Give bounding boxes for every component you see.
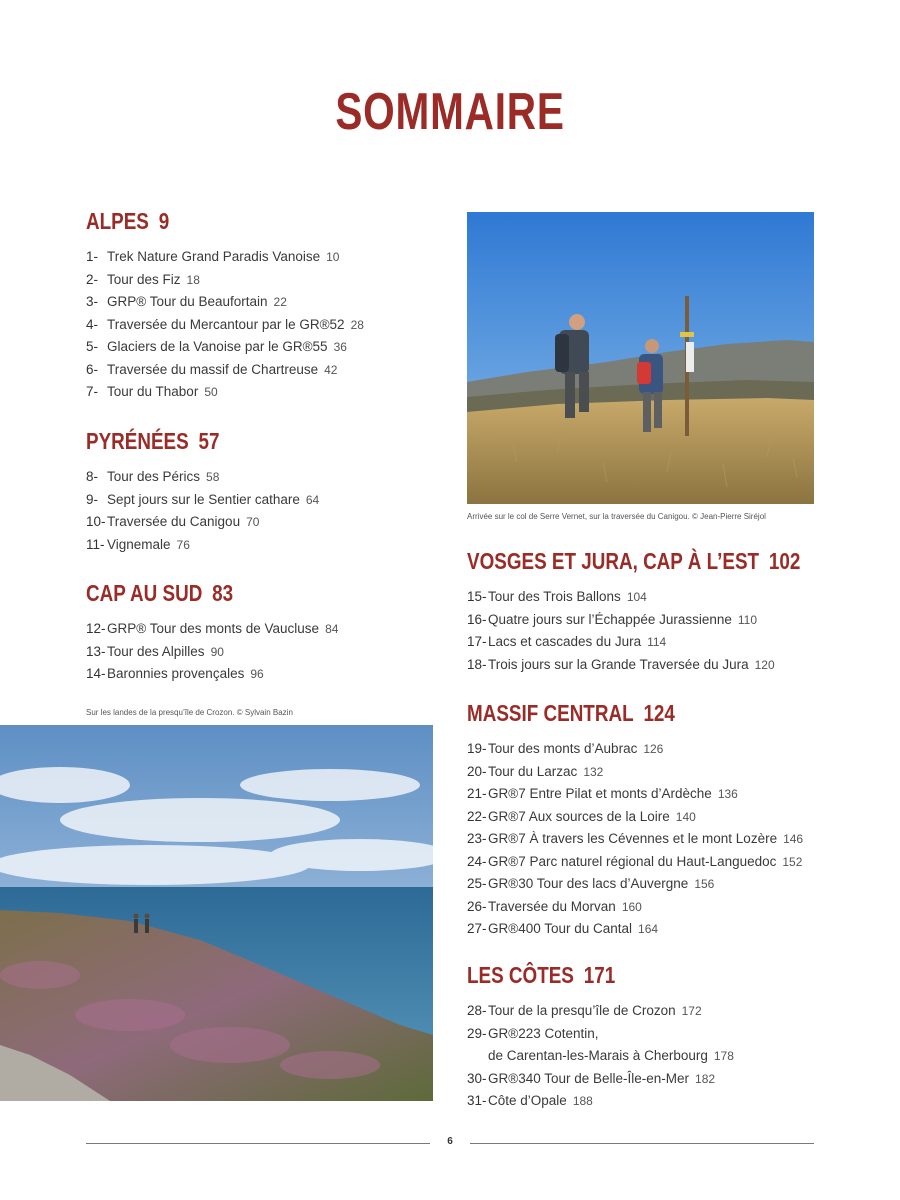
entry-page: 64 xyxy=(305,492,320,507)
entry-number: 11- xyxy=(86,536,105,552)
entry-page: 132 xyxy=(583,764,604,779)
toc-entry[interactable] xyxy=(467,761,803,784)
entry-title: GR®30 Tour des lacs d’Auvergne xyxy=(488,876,689,891)
entry-title: Traversée du Morvan xyxy=(488,898,616,914)
toc-entry[interactable] xyxy=(86,359,364,382)
section-title: MASSIF CENTRAL xyxy=(467,700,634,726)
toc-entry[interactable] xyxy=(86,641,338,664)
section-page: 83 xyxy=(212,580,234,606)
toc-entry[interactable] xyxy=(467,738,803,761)
entry-page: 156 xyxy=(694,877,715,891)
toc-entry[interactable] xyxy=(467,586,874,609)
toc-entry[interactable] xyxy=(86,381,364,404)
section-alpes xyxy=(86,206,364,404)
entry-number: 8- xyxy=(86,469,99,484)
toc-entry[interactable] xyxy=(467,851,803,874)
entry-page: 36 xyxy=(333,340,347,354)
entry-page: 70 xyxy=(246,515,260,529)
entry-number: 21- xyxy=(467,786,487,801)
entry-title: Tour des monts d’Aubrac xyxy=(488,741,638,756)
toc-entry[interactable] xyxy=(467,873,803,896)
section-les-cotes xyxy=(467,960,734,1113)
entry-number: 24- xyxy=(467,853,487,869)
mountain-photo-caption: Arrivée sur le col de Serre Vernet, sur la traversée du Canigou. © Jean-Pierre Siréjol xyxy=(467,512,766,521)
toc-entry[interactable] xyxy=(86,511,319,534)
entry-number: 25- xyxy=(467,876,487,891)
toc-entry[interactable] xyxy=(86,246,364,269)
section-heading xyxy=(467,698,743,728)
entry-number: 22- xyxy=(467,808,487,824)
toc-entry[interactable] xyxy=(86,336,364,359)
entry-title: Vignemale xyxy=(107,536,171,552)
entry-number: 27- xyxy=(467,921,487,936)
entry-page: 120 xyxy=(754,657,775,672)
entry-title: GR®7 Aux sources de la Loire xyxy=(488,808,670,824)
entry-number: 19- xyxy=(467,741,487,756)
entry-number: 18- xyxy=(467,656,487,672)
entry-title: Tour des Alpilles xyxy=(107,643,205,659)
toc-entry[interactable] xyxy=(86,663,338,686)
entry-page: 28 xyxy=(350,317,364,332)
toc-entry[interactable] xyxy=(86,534,319,557)
entry-list xyxy=(467,738,803,941)
entry-page: 90 xyxy=(210,644,224,659)
page-number: 6 xyxy=(447,1136,453,1147)
entry-title: Tour du Thabor xyxy=(107,384,199,399)
entry-page: 160 xyxy=(621,899,642,914)
entry-page: 126 xyxy=(643,742,664,756)
section-heading xyxy=(467,960,686,990)
entry-title: Tour du Larzac xyxy=(488,763,578,779)
section-page: 171 xyxy=(583,962,616,988)
entry-title: Côte d’Opale xyxy=(488,1093,567,1108)
entry-number: 17- xyxy=(467,634,487,649)
section-massif-central xyxy=(467,698,803,941)
section-page: 57 xyxy=(198,428,220,454)
footer-rule-left xyxy=(86,1143,430,1144)
entry-number: 4- xyxy=(86,316,99,332)
entry-number: 29- xyxy=(467,1025,487,1041)
entry-title: Glaciers de la Vanoise par le GR®55 xyxy=(107,339,328,354)
footer-rule-right xyxy=(470,1143,814,1144)
entry-number: 23- xyxy=(467,831,487,846)
entry-page: 188 xyxy=(572,1094,593,1108)
toc-entry[interactable] xyxy=(467,896,803,919)
entry-number: 12- xyxy=(86,621,106,636)
toc-entry[interactable] xyxy=(467,1000,734,1023)
entry-page: 146 xyxy=(783,832,804,846)
entry-page: 104 xyxy=(626,590,647,604)
toc-entry[interactable] xyxy=(467,654,874,677)
hikers-mountain-photo xyxy=(467,212,814,504)
entry-title: Traversée du Canigou xyxy=(107,514,241,529)
entry-list xyxy=(86,466,319,556)
entry-number: 7- xyxy=(86,384,99,399)
entry-number: 5- xyxy=(86,339,99,354)
entry-title: Trois jours sur la Grande Traversée du Jura xyxy=(488,656,749,672)
entry-page: 42 xyxy=(324,362,338,377)
entry-page: 114 xyxy=(647,635,667,649)
section-page: 102 xyxy=(768,548,801,574)
entry-page: 136 xyxy=(717,787,738,801)
coast-photo xyxy=(0,725,433,1101)
entry-page: 84 xyxy=(325,622,339,636)
entry-list xyxy=(86,246,364,404)
entry-title: Tour des Fiz xyxy=(107,271,181,287)
entry-title: GRP® Tour des monts de Vaucluse xyxy=(107,621,320,636)
entry-page: 10 xyxy=(326,250,340,264)
toc-entry[interactable] xyxy=(467,609,874,632)
entry-number: 13- xyxy=(86,643,106,659)
entry-page: 96 xyxy=(250,667,264,681)
toc-entry[interactable] xyxy=(86,466,319,489)
section-title: VOSGES ET JURA, CAP À L’EST xyxy=(467,548,760,574)
entry-title: Quatre jours sur l’Échappée Jurassienne xyxy=(488,611,732,627)
entry-number: 31- xyxy=(467,1093,487,1108)
entry-page: 18 xyxy=(186,272,200,287)
entry-title: GR®340 Tour de Belle-Île-en-Mer xyxy=(488,1070,690,1086)
entry-number: 10- xyxy=(86,514,106,529)
entry-title: GR®400 Tour du Cantal xyxy=(488,921,633,936)
page-title: SOMMAIRE xyxy=(335,83,565,141)
entry-list xyxy=(86,618,338,686)
entry-title: Sept jours sur le Sentier cathare xyxy=(107,491,300,507)
entry-title: GR®7 Entre Pilat et monts d’Ardèche xyxy=(488,786,712,801)
toc-entry[interactable] xyxy=(467,631,874,654)
entry-title: Trek Nature Grand Paradis Vanoise xyxy=(107,249,321,264)
entry-number: 2- xyxy=(86,271,99,287)
entry-title: Baronnies provençales xyxy=(107,666,245,681)
entry-number: 30- xyxy=(467,1070,487,1086)
entry-number: 26- xyxy=(467,898,487,914)
toc-entry[interactable] xyxy=(86,314,364,337)
entry-title: Tour des Pérics xyxy=(107,469,201,484)
entry-number: 15- xyxy=(467,589,487,604)
entry-title: GR®7 À travers les Cévennes et le mont Lozère xyxy=(488,831,778,846)
section-heading xyxy=(86,206,314,236)
entry-page: 178 xyxy=(713,1049,734,1063)
entry-page: 22 xyxy=(273,295,287,309)
entry-title: GR®7 Parc naturel régional du Haut-Languedoc xyxy=(488,853,777,869)
toc-entry[interactable] xyxy=(467,918,803,941)
section-page: 9 xyxy=(158,208,170,234)
entry-title: Lacs et cascades du Jura xyxy=(488,634,642,649)
entry-page: 76 xyxy=(176,537,190,552)
entry-page: 182 xyxy=(695,1071,716,1086)
entry-number: 14- xyxy=(86,666,106,681)
section-title: PYRÉNÉES xyxy=(86,428,189,454)
section-title: ALPES xyxy=(86,208,149,234)
entry-number: 3- xyxy=(86,294,99,309)
section-page: 124 xyxy=(643,700,675,726)
entry-title: Tour de la presqu’île de Crozon xyxy=(488,1003,676,1018)
entry-title: Traversée du massif de Chartreuse xyxy=(107,361,319,377)
entry-page: 152 xyxy=(782,854,803,869)
toc-entry[interactable] xyxy=(86,489,319,512)
toc-entry[interactable] xyxy=(86,618,338,641)
entry-page: 50 xyxy=(204,385,218,399)
entry-page: 164 xyxy=(638,922,659,936)
entry-title: Tour des Trois Ballons xyxy=(488,589,621,604)
toc-entry[interactable] xyxy=(86,269,364,292)
entry-page: 172 xyxy=(681,1004,702,1018)
entry-list xyxy=(467,586,874,676)
entry-page: 110 xyxy=(737,612,758,627)
entry-number: 1- xyxy=(86,249,99,264)
entry-number: 16- xyxy=(467,611,487,627)
section-title: CAP AU SUD xyxy=(86,580,203,606)
section-vosges-jura xyxy=(467,546,874,676)
toc-entry[interactable] xyxy=(467,1068,734,1091)
entry-title: GRP® Tour du Beaufortain xyxy=(107,294,268,309)
section-cap-au-sud xyxy=(86,578,338,686)
entry-number: 28- xyxy=(467,1003,487,1018)
entry-title: Traversée du Mercantour par le GR®52 xyxy=(107,316,345,332)
section-heading xyxy=(467,546,800,576)
toc-entry[interactable] xyxy=(467,1090,734,1113)
toc-entry[interactable] xyxy=(467,783,803,806)
coast-photo-caption: Sur les landes de la presqu’île de Crozon. © Sylvain Bazin xyxy=(86,708,293,717)
entry-number: 6- xyxy=(86,361,99,377)
toc-entry[interactable] xyxy=(467,806,803,829)
entry-number: 20- xyxy=(467,763,487,779)
entry-page: 58 xyxy=(206,470,220,484)
toc-entry[interactable] xyxy=(467,1023,734,1068)
entry-list xyxy=(467,1000,734,1113)
section-title: LES CÔTES xyxy=(467,962,574,988)
entry-page: 140 xyxy=(675,809,696,824)
entry-title-continued: de Carentan-les-Marais à Cherbourg xyxy=(488,1048,708,1063)
section-pyrenees xyxy=(86,426,319,556)
entry-number: 9- xyxy=(86,491,99,507)
section-heading xyxy=(86,578,293,608)
entry-title: GR®223 Cotentin, xyxy=(488,1025,599,1041)
toc-entry[interactable] xyxy=(467,828,803,851)
toc-entry[interactable] xyxy=(86,291,364,314)
section-heading xyxy=(86,426,277,456)
